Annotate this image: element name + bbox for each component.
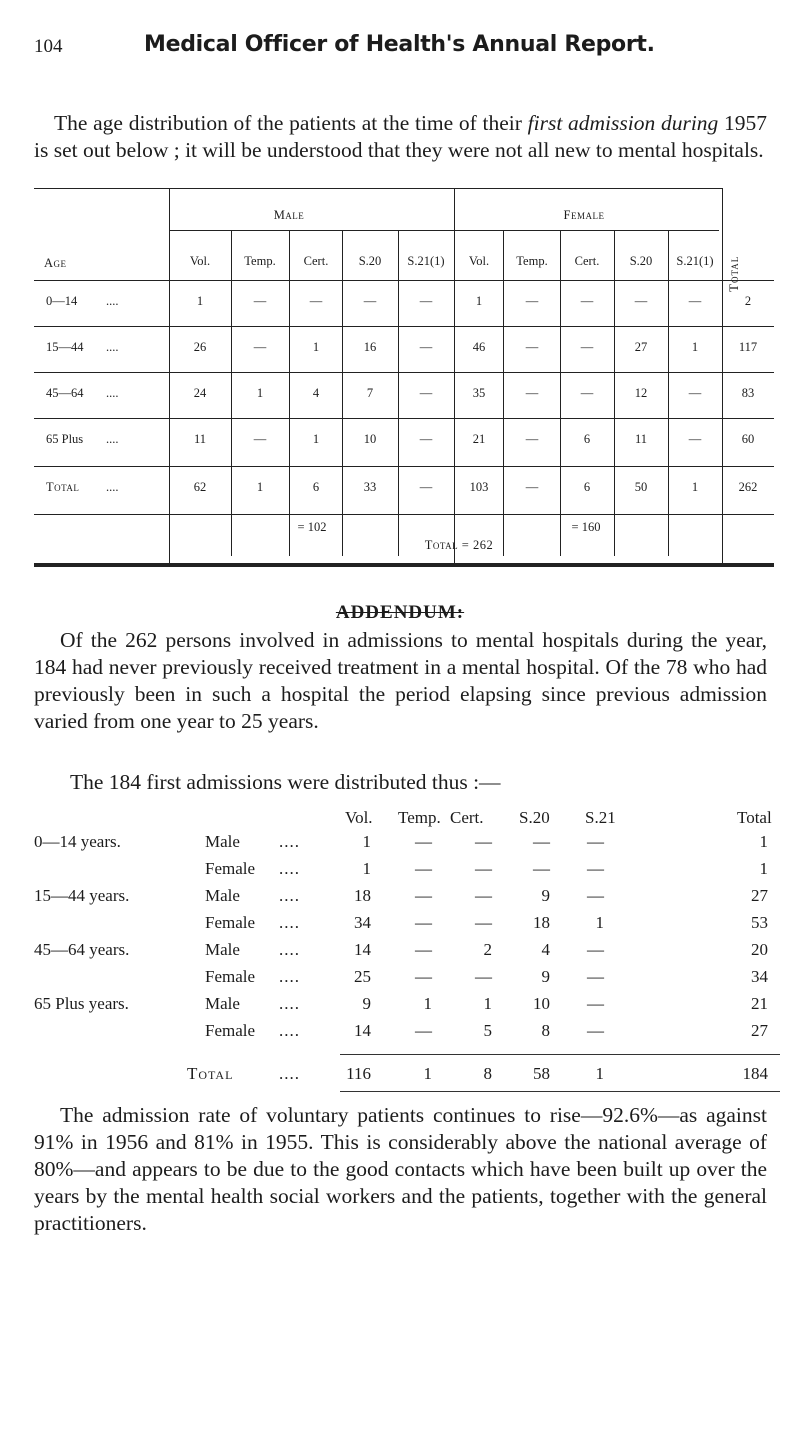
dist-value: 10 [533,994,550,1013]
age-header: Age [44,256,67,270]
dist-col-header: Temp. [398,808,441,827]
dist-col-header: S.21 [585,808,616,827]
table-cell: 16 [363,340,377,354]
table-cell: 27 [634,340,648,354]
col-header: S.21(1) [676,254,714,268]
running-title: Medical Officer of Health's Annual Report. [144,32,655,57]
table-cell: 1 [196,294,204,308]
table-cell: 11 [634,432,648,446]
col-header: S.20 [358,254,382,268]
dist-value: — [475,859,492,878]
page-number: 104 [34,36,63,57]
dist-value: — [533,832,550,851]
table-cell: — [634,294,648,308]
intro-paragraph: The age distribution of the patients at the time of their first admission during 1957 is set out below ; it will be understood that they were not all new to mental hospitals. [34,111,768,162]
dist-sex: Female [205,913,256,932]
row-dots: .... [106,432,119,446]
row-label: 45—64 [46,386,84,400]
table-cell: — [419,386,433,400]
dist-value: — [415,1021,432,1040]
col-header: Temp. [516,254,548,268]
intro-italic: first admission during [527,111,719,135]
row-label: 65 Plus [46,432,84,446]
dist-value: — [415,913,432,932]
dist-value: 9 [541,886,550,905]
table-cell: 6 [583,480,591,494]
dist-value: 9 [362,994,371,1013]
dist-age: 45—64 years. [34,940,130,959]
table-cell: — [688,432,702,446]
table-cell: 11 [193,432,207,446]
dist-value: 18 [354,886,371,905]
dist-col-header: Vol. [345,808,373,827]
dist-age: 15—44 years. [34,886,130,905]
dist-value: 27 [751,1021,768,1040]
addendum-paragraph: Of the 262 persons involved in admissions to mental hospitals during the year, 184 had never previously received treatment in a mental hospital. Of the 78 who had previously been in such a hospital the period elapsing since previous admission varied from one year to 25 years. [34,628,767,733]
dist-value: — [475,832,492,851]
table-cell: — [525,294,539,308]
col-header: Cert. [303,254,329,268]
dist-value: — [475,967,492,986]
table-cell: — [253,294,267,308]
dist-dots: .... [279,967,300,986]
dist-value: — [587,832,604,851]
dist-value: 184 [742,1064,768,1083]
dist-value: 2 [483,940,492,959]
addendum-title: ADDENDUM: [335,602,465,623]
dist-age: 0—14 years. [34,832,121,851]
table-cell: — [419,480,433,494]
row-total: 117 [738,340,758,354]
table-cell: — [309,294,323,308]
grand-total: Total = 262 [424,538,494,552]
table-cell: 33 [363,480,377,494]
row-total: 2 [744,294,752,308]
dist-value: 20 [751,940,768,959]
row-dots: .... [106,340,119,354]
closing-paragraph: The admission rate of voluntary patients continues to rise—92.6%—as against 91% in 1956 and 81% in 1955. This is considerably above the national average of 80%—and appears to be due to the good contacts which have been built up over the years by the mental health social workers and the patients, together with the general practitioners. [34,1103,767,1235]
dist-value: 25 [354,967,371,986]
dist-dots: .... [279,913,300,932]
table-cell: 21 [472,432,486,446]
dist-value: 116 [346,1064,371,1083]
dist-dots: .... [279,1064,300,1083]
dist-sex: Male [205,886,240,905]
table-cell: 1 [691,480,699,494]
table-cell: 4 [312,386,320,400]
dist-sex: Male [205,832,240,851]
female-header: Female [563,208,605,222]
dist-value: — [475,886,492,905]
dist-value: 4 [541,940,550,959]
table-cell: 24 [193,386,207,400]
dist-sex: Male [205,994,240,1013]
dist-value: 1 [362,859,371,878]
table-cell: 10 [363,432,377,446]
dist-value: 1 [759,832,768,851]
table-cell: — [363,294,377,308]
table-cell: — [525,432,539,446]
dist-col-header: Cert. [450,808,484,827]
dist-dots: .... [279,940,300,959]
dist-value: 18 [533,913,550,932]
table-cell: 62 [193,480,207,494]
table-cell: 1 [256,386,264,400]
col-header: Vol. [468,254,490,268]
dist-value: 1 [595,913,604,932]
dist-value: 1 [362,832,371,851]
age-distribution-table: Male Female Age Total Vol. Temp. Cert. S.20 S.21(1) Vol. Temp. Cert. S.20 S.21(1) 0—14 .... 1 — — — — 1 — — — — 2 15—44 .... 26 — 1 16 — 46 — — 27 1 117 45—64 .... 24 1 4 7 — 35 — — 12 — 83 65 Plus .... 11 — 1 10 — 21 — 6 11 — 60 Total .... 62 1 6 33 — 103 — 6 50 1 262 = 102 Total = 262 = 160 [34,188,774,568]
col-header: S.21(1) [407,254,445,268]
row-label: 0—14 [46,294,78,308]
dist-total-label: Total [187,1064,234,1083]
female-sum: = 160 [571,520,601,534]
dist-dots: .... [279,832,300,851]
dist-value: — [587,994,604,1013]
dist-value: — [415,859,432,878]
dist-value: — [415,967,432,986]
dist-dots: .... [279,886,300,905]
dist-value: 1 [595,1064,604,1083]
table-cell: — [525,480,539,494]
row-total: 83 [741,386,755,400]
dist-dots: .... [279,994,300,1013]
dist-value: 34 [354,913,371,932]
dist-value: 53 [751,913,768,932]
row-label: Total [46,480,80,494]
dist-dots: .... [279,1021,300,1040]
table-cell: 50 [634,480,648,494]
table-cell: — [688,294,702,308]
dist-value: — [587,940,604,959]
dist-sex: Female [205,1021,256,1040]
table-cell: 1 [256,480,264,494]
row-label: 15—44 [46,340,84,354]
col-header: Temp. [244,254,276,268]
table-cell: 1 [312,340,320,354]
table-cell: — [253,432,267,446]
dist-value: 1 [423,1064,432,1083]
row-dots: .... [106,386,119,400]
dist-value: — [587,967,604,986]
dist-value: 1 [759,859,768,878]
table-cell: — [580,340,594,354]
dist-value: 5 [483,1021,492,1040]
table-cell: 26 [193,340,207,354]
table-cell: 7 [366,386,374,400]
dist-value: 34 [751,967,768,986]
row-dots: .... [106,480,119,494]
table-cell: 1 [691,340,699,354]
dist-sex: Female [205,859,256,878]
dist-value: 27 [751,886,768,905]
dist-value: 8 [483,1064,492,1083]
dist-value: — [415,832,432,851]
row-dots: .... [106,294,119,308]
male-header: Male [273,208,305,222]
row-total: 262 [738,480,758,494]
dist-value: 58 [533,1064,550,1083]
dist-value: 21 [751,994,768,1013]
dist-value: 8 [541,1021,550,1040]
table-cell: 6 [312,480,320,494]
dist-value: — [533,859,550,878]
table-cell: 103 [469,480,489,494]
dist-value: 1 [483,994,492,1013]
table-cell: — [419,340,433,354]
table-cell: — [580,386,594,400]
dist-value: 1 [423,994,432,1013]
dist-value: — [587,886,604,905]
row-total: 60 [741,432,755,446]
table-cell: — [525,386,539,400]
dist-col-header: Total [737,808,772,827]
dist-dots: .... [279,859,300,878]
dist-col-header: S.20 [519,808,550,827]
table-cell: — [580,294,594,308]
table-cell: 46 [472,340,486,354]
table-cell: — [688,386,702,400]
table-cell: — [253,340,267,354]
first-admissions-table [0,810,800,1090]
dist-value: — [587,859,604,878]
dist-value: — [415,886,432,905]
col-header: S.20 [629,254,653,268]
col-header: Cert. [574,254,600,268]
dist-value: — [475,913,492,932]
dist-age: 65 Plus years. [34,994,129,1013]
table-cell: 35 [472,386,486,400]
table-cell: — [419,294,433,308]
table-cell: — [419,432,433,446]
table-cell: 6 [583,432,591,446]
dist-value: 14 [354,940,371,959]
dist-sex: Female [205,967,256,986]
dist-sex: Male [205,940,240,959]
page-header [34,32,774,68]
distribution-intro: The 184 first admissions were distributed thus :— [70,770,501,794]
table-cell: 1 [312,432,320,446]
table-cell: 1 [475,294,483,308]
dist-value: — [415,940,432,959]
table-cell: — [525,340,539,354]
dist-value: 9 [541,967,550,986]
col-header: Vol. [189,254,211,268]
dist-value: 14 [354,1021,371,1040]
male-sum: = 102 [297,520,327,534]
table-cell: 12 [634,386,648,400]
dist-value: — [587,1021,604,1040]
